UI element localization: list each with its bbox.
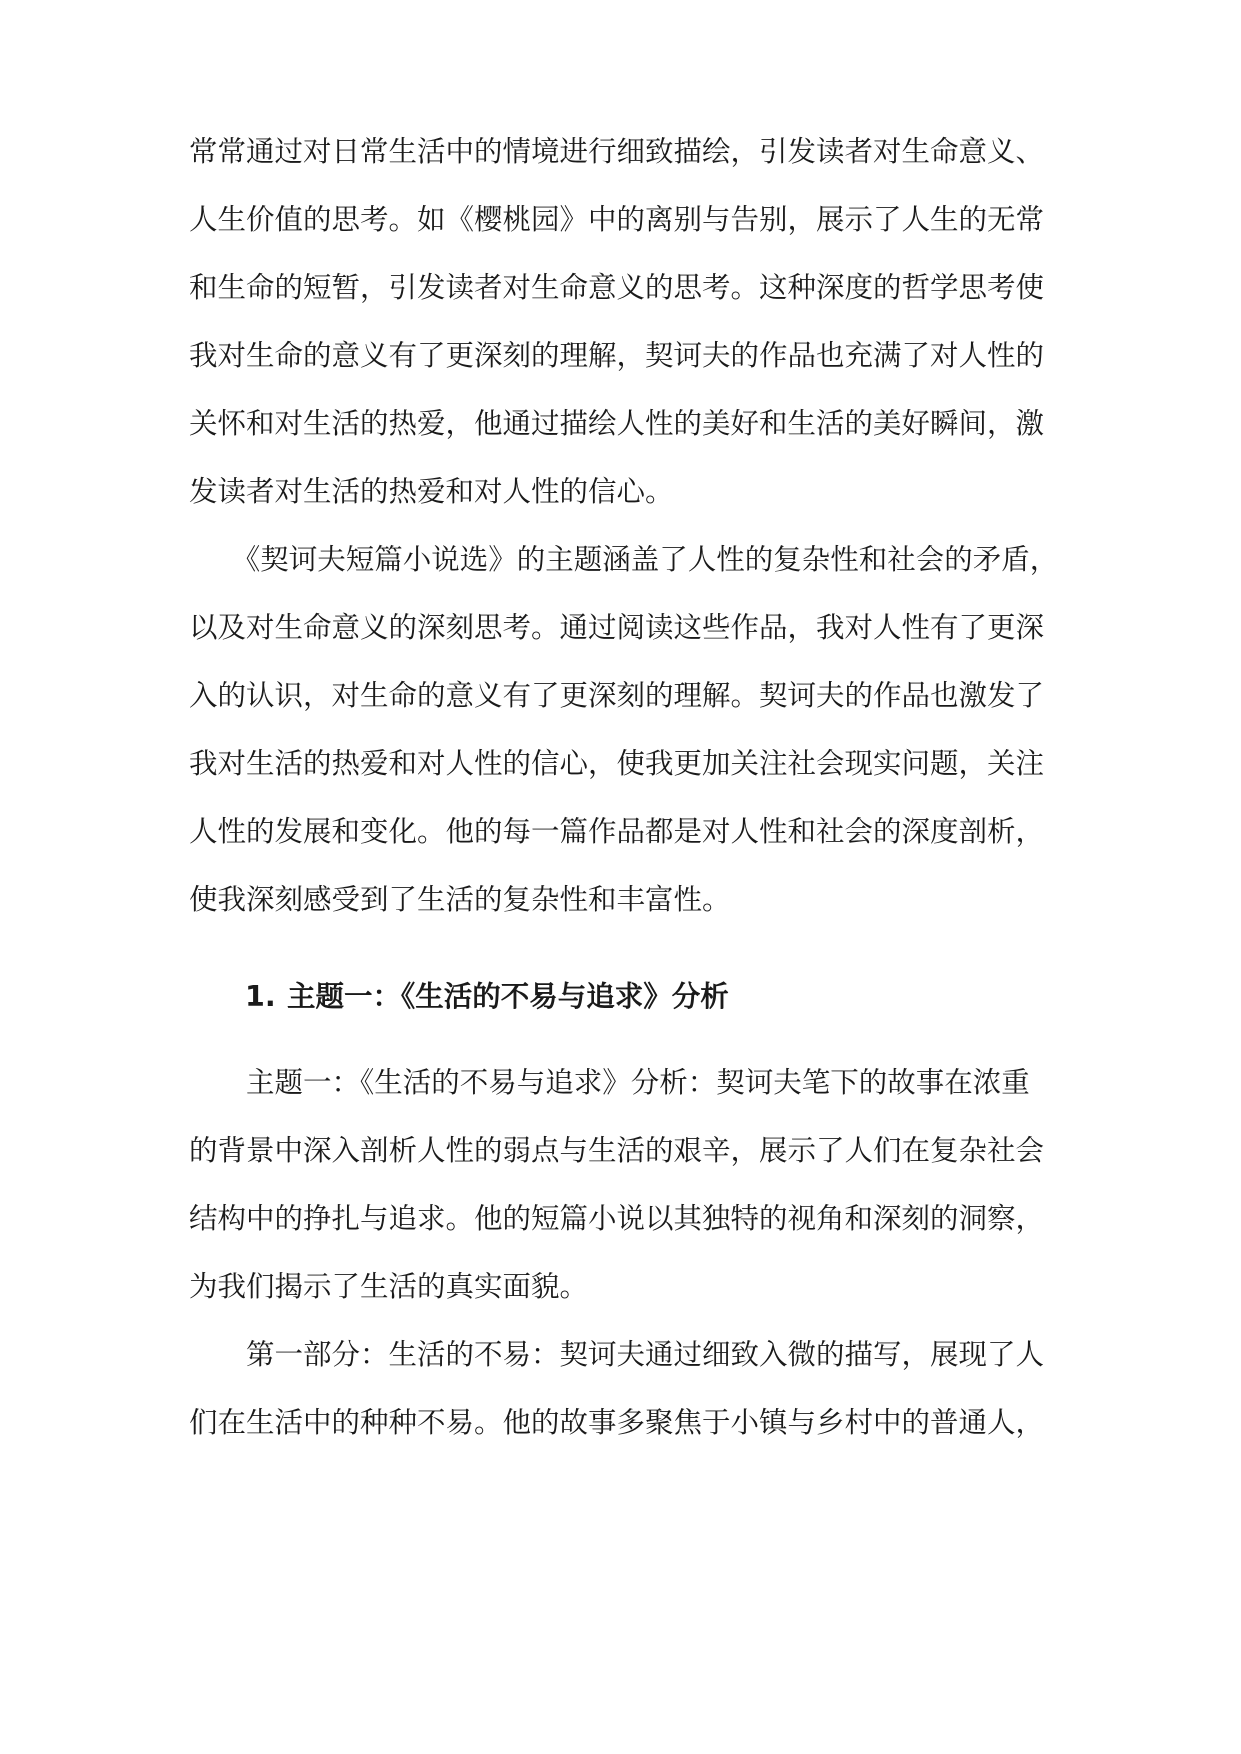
text-line: 和生命的短暂，引发读者对生命意义的思考。这种深度的哲学思考使	[189, 271, 1045, 304]
text-line: 发读者对生活的热爱和对人性的信心。	[189, 475, 674, 508]
text-line: 们在生活中的种种不易。他的故事多聚焦于小镇与乡村中的普通人，	[189, 1406, 1045, 1439]
section-title: 主题一：《生活的不易与追求》分析	[287, 980, 729, 1013]
text-line: 入的认识，对生命的意义有了更深刻的理解。契诃夫的作品也激发了	[189, 679, 1045, 712]
text-line: 主题一：《生活的不易与追求》分析：契诃夫笔下的故事在浓重	[189, 1066, 1030, 1099]
text-line: 以及对生命意义的深刻思考。通过阅读这些作品，我对人性有了更深	[189, 611, 1045, 644]
text-line: 的背景中深入剖析人性的弱点与生活的艰辛，展示了人们在复杂社会	[189, 1134, 1045, 1167]
text-line: 我对生命的意义有了更深刻的理解，契诃夫的作品也充满了对人性的	[189, 339, 1045, 372]
section-number: 1.	[245, 980, 276, 1013]
text-line: 人生价值的思考。如《樱桃园》中的离别与告别，展示了人生的无常	[189, 203, 1045, 236]
text-line: 《契诃夫短篇小说选》的主题涵盖了人性的复杂性和社会的矛盾，	[189, 543, 1059, 576]
text-line: 第一部分：生活的不易：契诃夫通过细致入微的描写，展现了人	[189, 1338, 1045, 1371]
text-line: 结构中的挣扎与追求。他的短篇小说以其独特的视角和深刻的洞察，	[189, 1202, 1045, 1235]
text-line: 使我深刻感受到了生活的复杂性和丰富性。	[189, 883, 731, 916]
text-line: 我对生活的热爱和对人性的信心，使我更加关注社会现实问题，关注	[189, 747, 1045, 780]
text-line: 关怀和对生活的热爱，他通过描绘人性的美好和生活的美好瞬间，激	[189, 407, 1045, 440]
section-heading	[245, 977, 729, 1017]
text-line: 人性的发展和变化。他的每一篇作品都是对人性和社会的深度剖析，	[189, 815, 1045, 848]
text-line: 为我们揭示了生活的真实面貌。	[189, 1270, 589, 1303]
text-line: 常常通过对日常生活中的情境进行细致描绘，引发读者对生命意义、	[189, 135, 1045, 168]
